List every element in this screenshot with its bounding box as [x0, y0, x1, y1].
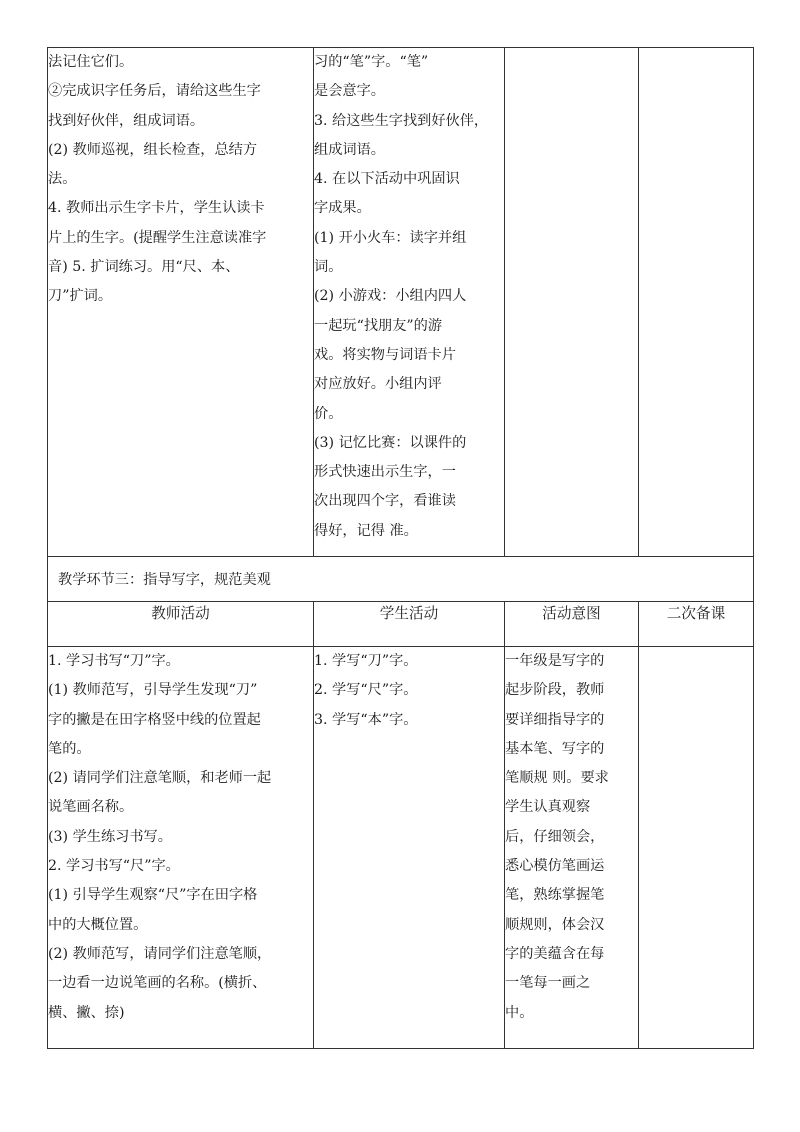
- teacher-activity-cell: [48, 48, 314, 557]
- text-line: 2. 学习书写“尺”字。: [48, 858, 180, 875]
- text-line: 笔，熟练掌握笔: [505, 887, 605, 904]
- teacher-activity-cell: [48, 647, 314, 1049]
- text-line: 后，仔细领会，: [505, 828, 605, 845]
- text-line: 1. 学习书写“刀”字。: [48, 653, 180, 669]
- activity-intent-cell: [505, 647, 639, 1049]
- text-line: 中的大概位置。: [48, 916, 148, 933]
- text-line: 学生认真观察: [505, 799, 591, 816]
- text-line: 悉心模仿笔画运: [505, 858, 605, 875]
- second-prep-cell: [639, 48, 754, 557]
- text-line: 习的“笔”字。“笔”: [314, 54, 429, 70]
- activity-intent-cell: [505, 48, 639, 557]
- text-line: 对应放好。小组内评: [314, 376, 442, 393]
- student-activity-cell: [314, 647, 505, 1049]
- text-line: 词。: [314, 259, 343, 276]
- header-second-prep: 二次备课: [639, 602, 754, 647]
- header-student-activity: 学生活动: [314, 602, 505, 647]
- text-line: 刀”扩词。: [48, 288, 113, 305]
- text-line: 1. 学写“刀”字。: [314, 653, 418, 669]
- text-line: 法记住它们。: [48, 54, 134, 70]
- text-line: (1) 引导学生观察“尺”字在田字格: [48, 887, 258, 904]
- text-line: (3) 学生练习书写。: [48, 828, 172, 845]
- text-line: 次出现四个字，看谁读: [314, 493, 456, 510]
- text-line: 4. 在以下活动中巩固识: [314, 171, 460, 188]
- writing-activity-row: [48, 647, 754, 1049]
- header-teacher-activity: 教师活动: [48, 602, 314, 647]
- header-row: [48, 602, 754, 647]
- text-line: 一笔每一画之: [505, 975, 591, 992]
- text-line: 说笔画名称。: [48, 799, 134, 816]
- second-prep-cell: [639, 647, 754, 1049]
- text-line: 3. 给这些生字找到好伙伴，: [314, 112, 489, 129]
- text-line: 找到好伙伴，组成词语。: [48, 112, 205, 129]
- text-line: (1) 开小火车：读字并组: [314, 229, 467, 246]
- text-line: 得好，记得 准。: [314, 522, 418, 539]
- text-line: 字的美蕴含在每: [505, 945, 605, 962]
- section-row: [48, 557, 754, 602]
- text-line: (2) 教师巡视，组长检查，总结方: [48, 141, 258, 158]
- section-title: 教学环节三：指导写字，规范美观: [48, 557, 754, 602]
- text-line: 一起玩“找朋友”的游: [314, 317, 443, 334]
- text-line: 字成果。: [314, 200, 371, 217]
- text-line: ②完成识字任务后，请给这些生字: [48, 83, 261, 100]
- header-activity-intent: 活动意图: [505, 602, 639, 647]
- text-line: 横、撇、捺): [48, 1004, 125, 1021]
- text-line: 4. 教师出示生字卡片，学生认读卡: [48, 200, 265, 217]
- continued-activity-row: [48, 48, 754, 557]
- text-line: 价。: [314, 405, 343, 422]
- text-line: 笔顺规 则。要求: [505, 770, 609, 787]
- text-line: 2. 学写“尺”字。: [314, 682, 418, 699]
- text-line: 片上的生字。(提醒学生注意读准字: [48, 229, 267, 246]
- text-line: 是会意字。: [314, 83, 385, 100]
- text-line: 顺规则，体会汉: [505, 916, 605, 933]
- text-line: 组成词语。: [314, 141, 385, 158]
- student-activity-cell: [314, 48, 505, 557]
- text-line: 形式快速出示生字，一: [314, 464, 456, 481]
- text-line: 字的撇是在田字格竖中线的位置起: [48, 711, 261, 728]
- teacher-activity-text: [48, 48, 313, 312]
- text-line: 一边看一边说笔画的名称。(横折、: [48, 975, 267, 992]
- text-line: 戏。将实物与词语卡片: [314, 346, 456, 363]
- text-line: 音) 5. 扩词练习。用“尺、本、: [48, 259, 240, 276]
- text-line: (2) 教师范写，请同学们注意笔顺，: [48, 945, 272, 962]
- text-line: 笔的。: [48, 740, 91, 757]
- text-line: 法。: [48, 171, 77, 188]
- text-line: (3) 记忆比赛：以课件的: [314, 434, 467, 451]
- teacher-activity-text: [48, 647, 313, 1028]
- text-line: (2) 请同学们注意笔顺，和老师一起: [48, 770, 272, 787]
- text-line: 一年级是写字的: [505, 653, 605, 669]
- student-activity-text: [314, 48, 504, 546]
- text-line: 3. 学写“本”字。: [314, 711, 418, 728]
- activity-intent-text: [505, 647, 638, 1028]
- text-line: 起步阶段，教师: [505, 682, 605, 699]
- text-line: (1) 教师范写，引导学生发现“刀”: [48, 682, 258, 699]
- text-line: 中。: [505, 1004, 534, 1021]
- text-line: 基本笔、写字的: [505, 740, 605, 757]
- student-activity-text: [314, 647, 504, 735]
- lesson-plan-table: [47, 47, 754, 1049]
- text-line: (2) 小游戏：小组内四人: [314, 288, 467, 305]
- text-line: 要详细指导字的: [505, 711, 605, 728]
